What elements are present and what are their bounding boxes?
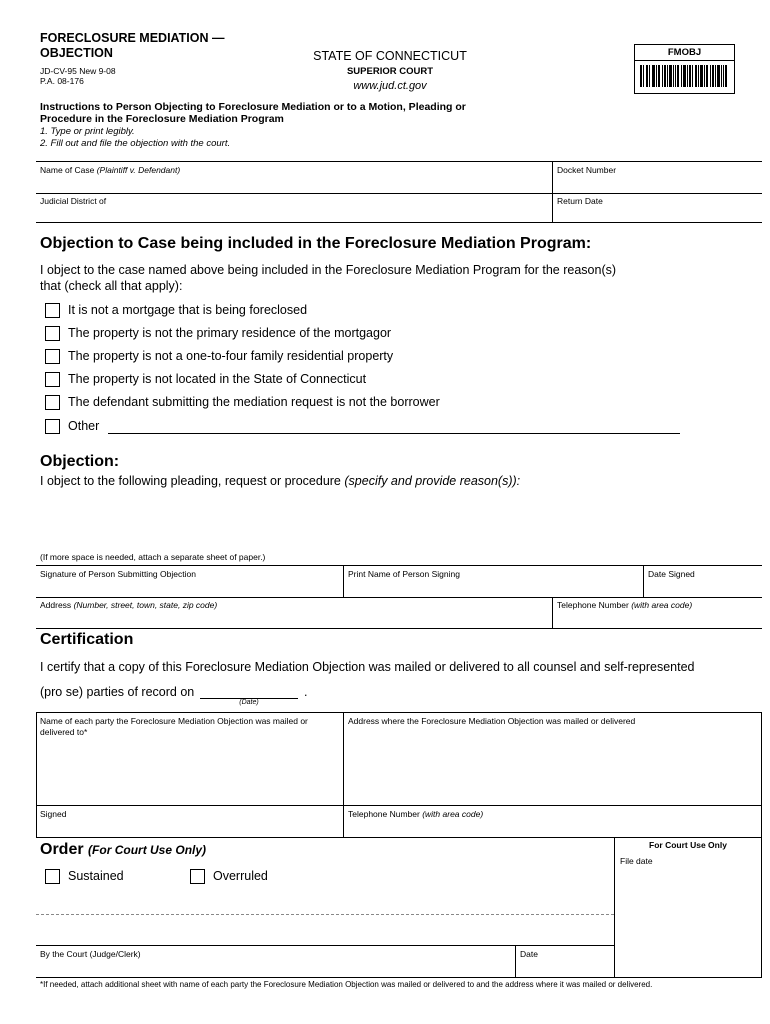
date-signed-label: Date Signed: [648, 569, 695, 579]
objection-text: [40, 474, 520, 488]
order-title: Order: [40, 841, 84, 858]
option-not-borrower: The defendant submitting the mediation request is not the borrower: [68, 395, 440, 409]
option-not-in-connecticut: The property is not located in the State of Connecticut: [68, 372, 367, 386]
cert-telephone-field[interactable]: [348, 809, 483, 819]
barcode-icon: [640, 65, 728, 87]
court-website: www.jud.ct.gov: [353, 80, 427, 92]
overruled-label: Overruled: [213, 869, 268, 883]
order-subtitle: (For Court Use Only): [88, 843, 207, 857]
objection-reason-area[interactable]: [36, 492, 762, 550]
instructions-heading-line1: Instructions to Person Objecting to Foreclosure Mediation or to a Motion, Pleading or: [40, 101, 466, 113]
instructions-heading: [40, 101, 466, 125]
by-court-label: By the Court (Judge/Clerk): [40, 949, 141, 959]
option-not-mortgage: It is not a mortgage that is being foreclosed: [68, 303, 308, 317]
docket-number-field[interactable]: [557, 165, 616, 175]
checkbox-sustained[interactable]: [45, 869, 60, 884]
checkbox-overruled[interactable]: [190, 869, 205, 884]
party-address-label: Address where the Foreclosure Mediation Objection was mailed or delivered: [348, 716, 636, 726]
other-reason-line[interactable]: [108, 433, 680, 434]
print-name-field[interactable]: [348, 569, 460, 579]
cert-signed-label: Signed: [40, 809, 67, 819]
address-label: Address: [40, 600, 72, 610]
party-address-field[interactable]: [348, 716, 635, 726]
instruction-item-1: 1. Type or print legibly.: [40, 126, 135, 137]
option-not-one-to-four-family: The property is not a one-to-four family residential property: [68, 349, 394, 363]
file-date-label: File date: [620, 856, 653, 866]
name-of-case-hint: (Plaintiff v. Defendant): [96, 165, 181, 175]
checkbox-not-borrower[interactable]: [45, 395, 60, 410]
return-date-field[interactable]: [557, 196, 603, 206]
certification-line2: (pro se) parties of record on: [40, 685, 195, 699]
certification-date-label: (Date): [239, 699, 259, 706]
judicial-district-field[interactable]: [40, 196, 106, 206]
option-not-primary-residence: The property is not the primary residence of the mortgagor: [68, 326, 392, 340]
option-other: Other: [68, 419, 100, 433]
order-heading: [40, 841, 206, 859]
telephone-field[interactable]: [557, 600, 692, 610]
judicial-district-label: Judicial District of: [40, 196, 107, 206]
by-court-field[interactable]: [40, 949, 141, 959]
checkbox-not-primary-residence[interactable]: [45, 326, 60, 341]
checkbox-not-one-to-four-family[interactable]: [45, 349, 60, 364]
public-act: P.A. 08-176: [40, 76, 84, 86]
objection-case-title: Objection to Case being included in the Foreclosure Mediation Program:: [40, 235, 592, 252]
cert-signed-field[interactable]: [40, 809, 66, 819]
form-code: FMOBJ: [635, 45, 734, 61]
state-name: STATE OF CONNECTICUT: [313, 49, 467, 63]
instructions-list: [40, 126, 230, 150]
order-date-field[interactable]: [520, 949, 538, 959]
form-number-block: [40, 66, 116, 86]
order-dashed-line: [36, 914, 614, 915]
form-title-line2: OBJECTION: [40, 46, 113, 60]
signature-label: Signature of Person Submitting Objection: [40, 569, 196, 579]
party-name-label-line1: Name of each party the Foreclosure Mediation Objection was mailed or: [40, 716, 308, 726]
instructions-heading-line2: Procedure in the Foreclosure Mediation Program: [40, 113, 284, 125]
form-title-line1: FORECLOSURE MEDIATION —: [40, 31, 225, 45]
certification-line2-end: .: [304, 685, 308, 699]
address-field[interactable]: [40, 600, 217, 610]
return-date-label: Return Date: [557, 196, 603, 206]
instruction-item-2: 2. Fill out and file the objection with the court.: [40, 138, 231, 149]
court-use-heading: For Court Use Only: [649, 840, 727, 850]
checkbox-not-mortgage[interactable]: [45, 303, 60, 318]
court-name: SUPERIOR COURT: [346, 66, 434, 77]
cert-telephone-hint: (with area code): [422, 809, 484, 819]
order-date-label: Date: [520, 949, 538, 959]
form-title: [40, 31, 225, 61]
objection-text-main: I object to the following pleading, request or procedure: [40, 474, 341, 488]
objection-title: Objection:: [40, 453, 120, 470]
objection-text-hint: (specify and provide reason(s)):: [344, 474, 521, 488]
date-signed-field[interactable]: [648, 569, 695, 579]
print-name-label: Print Name of Person Signing: [348, 569, 460, 579]
telephone-hint: (with area code): [631, 600, 693, 610]
party-name-field[interactable]: [40, 716, 335, 738]
name-of-case-field[interactable]: [40, 165, 180, 175]
footnote: *If needed, attach additional sheet with name of each party the Foreclosure Mediation Objection was mailed or delivered to and the address where it was mailed or delivered.: [40, 980, 653, 989]
telephone-label: Telephone Number: [557, 600, 629, 610]
objection-case-intro-line1: I object to the case named above being included in the Foreclosure Mediation Program for the reason(s): [40, 263, 617, 277]
certification-title: Certification: [40, 631, 134, 648]
objection-case-intro-line2: that (check all that apply):: [40, 279, 183, 293]
form-number: JD-CV-95 New 9-08: [40, 66, 116, 76]
name-of-case-label: Name of Case: [40, 165, 95, 175]
party-name-label-line2: delivered to*: [40, 727, 88, 737]
more-space-note: (If more space is needed, attach a separate sheet of paper.): [40, 552, 266, 562]
signature-field[interactable]: [40, 569, 196, 579]
checkbox-other[interactable]: [45, 419, 60, 434]
address-hint: (Number, street, town, state, zip code): [73, 600, 218, 610]
cert-telephone-label: Telephone Number: [348, 809, 420, 819]
docket-number-label: Docket Number: [557, 165, 617, 175]
certification-line1: I certify that a copy of this Foreclosure Mediation Objection was mailed or delivered to all counsel and self-represented: [40, 660, 695, 674]
objection-case-intro: [40, 262, 616, 294]
sustained-label: Sustained: [68, 869, 124, 883]
checkbox-not-in-connecticut[interactable]: [45, 372, 60, 387]
form-code-box: [634, 44, 735, 94]
